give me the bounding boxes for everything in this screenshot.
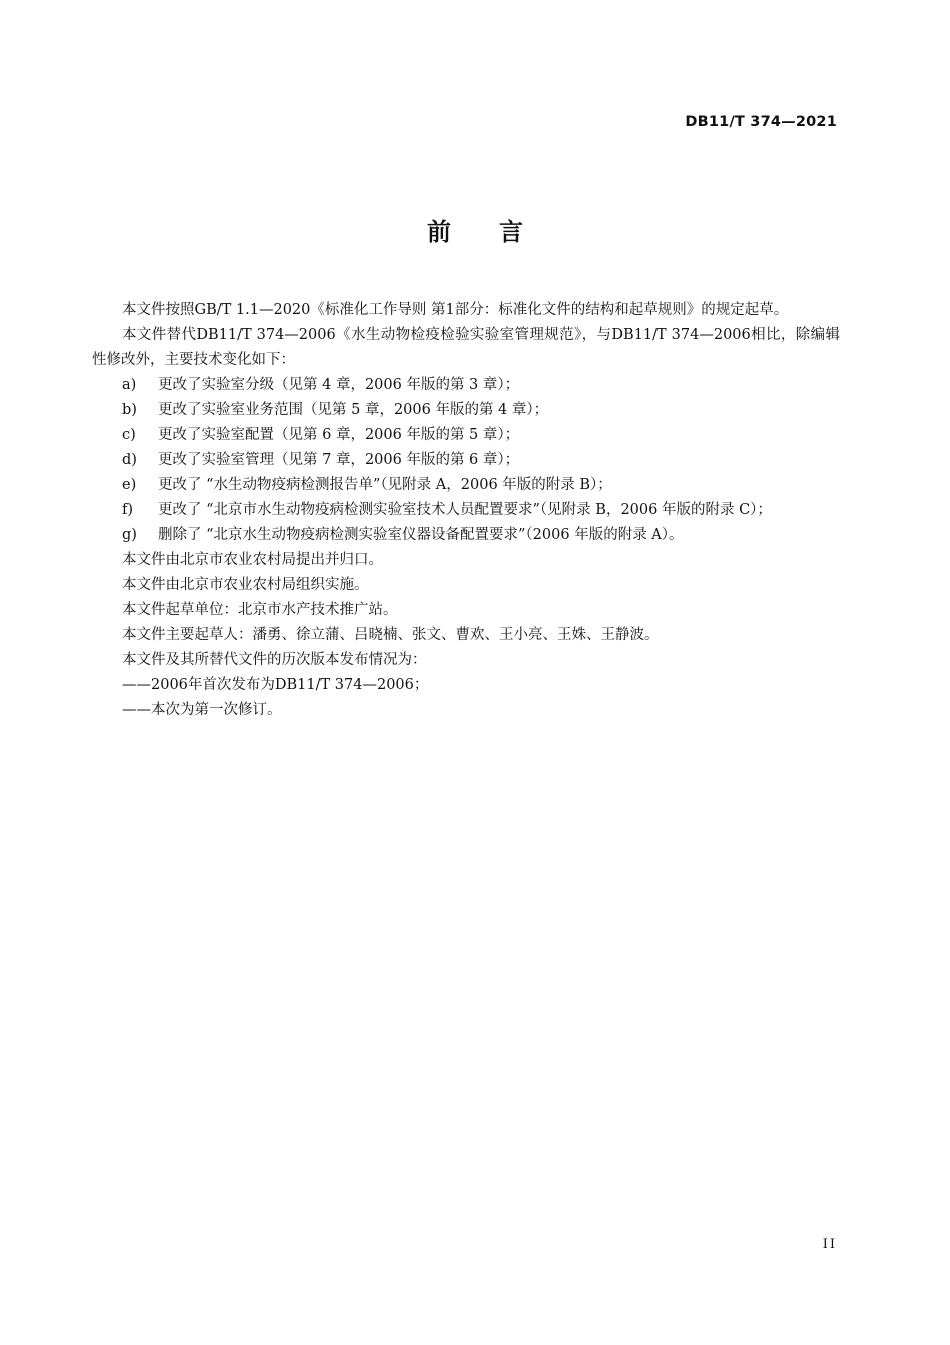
page-number: II xyxy=(822,1237,837,1252)
list-marker: e) xyxy=(122,477,137,493)
list-item-text: 更改了实验室配置（见第 6 章，2006 年版的第 5 章）； xyxy=(158,427,520,443)
list-marker: c) xyxy=(122,427,136,443)
list-item-text: 更改了实验室业务范围（见第 5 章，2006 年版的第 4 章）； xyxy=(158,402,549,418)
list-marker: d) xyxy=(122,452,137,468)
list-item xyxy=(92,473,840,498)
list-marker: f) xyxy=(122,502,134,518)
list-item xyxy=(92,523,840,548)
list-item-text: 更改了实验室分级（见第 4 章，2006 年版的第 3 章）； xyxy=(158,377,520,393)
list-item-text: 更改了实验室管理（见第 7 章，2006 年版的第 6 章）； xyxy=(158,452,520,468)
list-marker: b) xyxy=(122,402,137,418)
closing-paragraph: 本文件由北京市农业农村局组织实施。 xyxy=(122,577,369,593)
list-marker: g) xyxy=(122,527,137,543)
list-item-text: 删除了 “北京水生动物疫病检测实验室仪器设备配置要求”（2006 年版的附录 A）。 xyxy=(158,527,684,543)
list-item xyxy=(92,398,840,423)
changes-list xyxy=(92,373,840,548)
document-code: DB11/T 374—2021 xyxy=(685,114,837,130)
list-item-text: 更改了 “北京市水生动物疫病检测实验室技术人员配置要求”（见附录 B，2006 年版的附录 C）； xyxy=(158,502,772,518)
list-marker: a) xyxy=(122,377,137,393)
history-entry: ——本次为第一次修订。 xyxy=(122,702,282,718)
history-entry: ——2006年首次发布为DB11/T 374—2006； xyxy=(122,677,429,693)
closing-paragraph: 本文件起草单位：北京市水产技术推广站。 xyxy=(122,602,398,618)
intro-paragraph: 本文件按照GB/T 1.1—2020《标准化工作导则 第1部分：标准化文件的结构和起草规则》的规定起草。 xyxy=(122,302,789,318)
list-item xyxy=(92,498,840,523)
closing-paragraph: 本文件主要起草人：潘勇、徐立蒲、吕晓楠、张文、曹欢、王小亮、王姝、王静波。 xyxy=(122,627,659,643)
closing-paragraph: 本文件及其所替代文件的历次版本发布情况为： xyxy=(122,652,427,668)
list-item xyxy=(92,448,840,473)
list-item xyxy=(92,373,840,398)
section-title: 前言 xyxy=(427,218,571,246)
foreword-body xyxy=(92,298,840,723)
list-item-text: 更改了 “水生动物疫病检测报告单”（见附录 A，2006 年版的附录 B）； xyxy=(158,477,612,493)
list-item xyxy=(92,423,840,448)
intro-paragraph: 本文件替代DB11/T 374—2006《水生动物检疫检验实验室管理规范》，与DB11/T 374—2006相比，除编辑性修改外，主要技术变化如下： xyxy=(92,327,840,368)
closing-paragraph: 本文件由北京市农业农村局提出并归口。 xyxy=(122,552,383,568)
